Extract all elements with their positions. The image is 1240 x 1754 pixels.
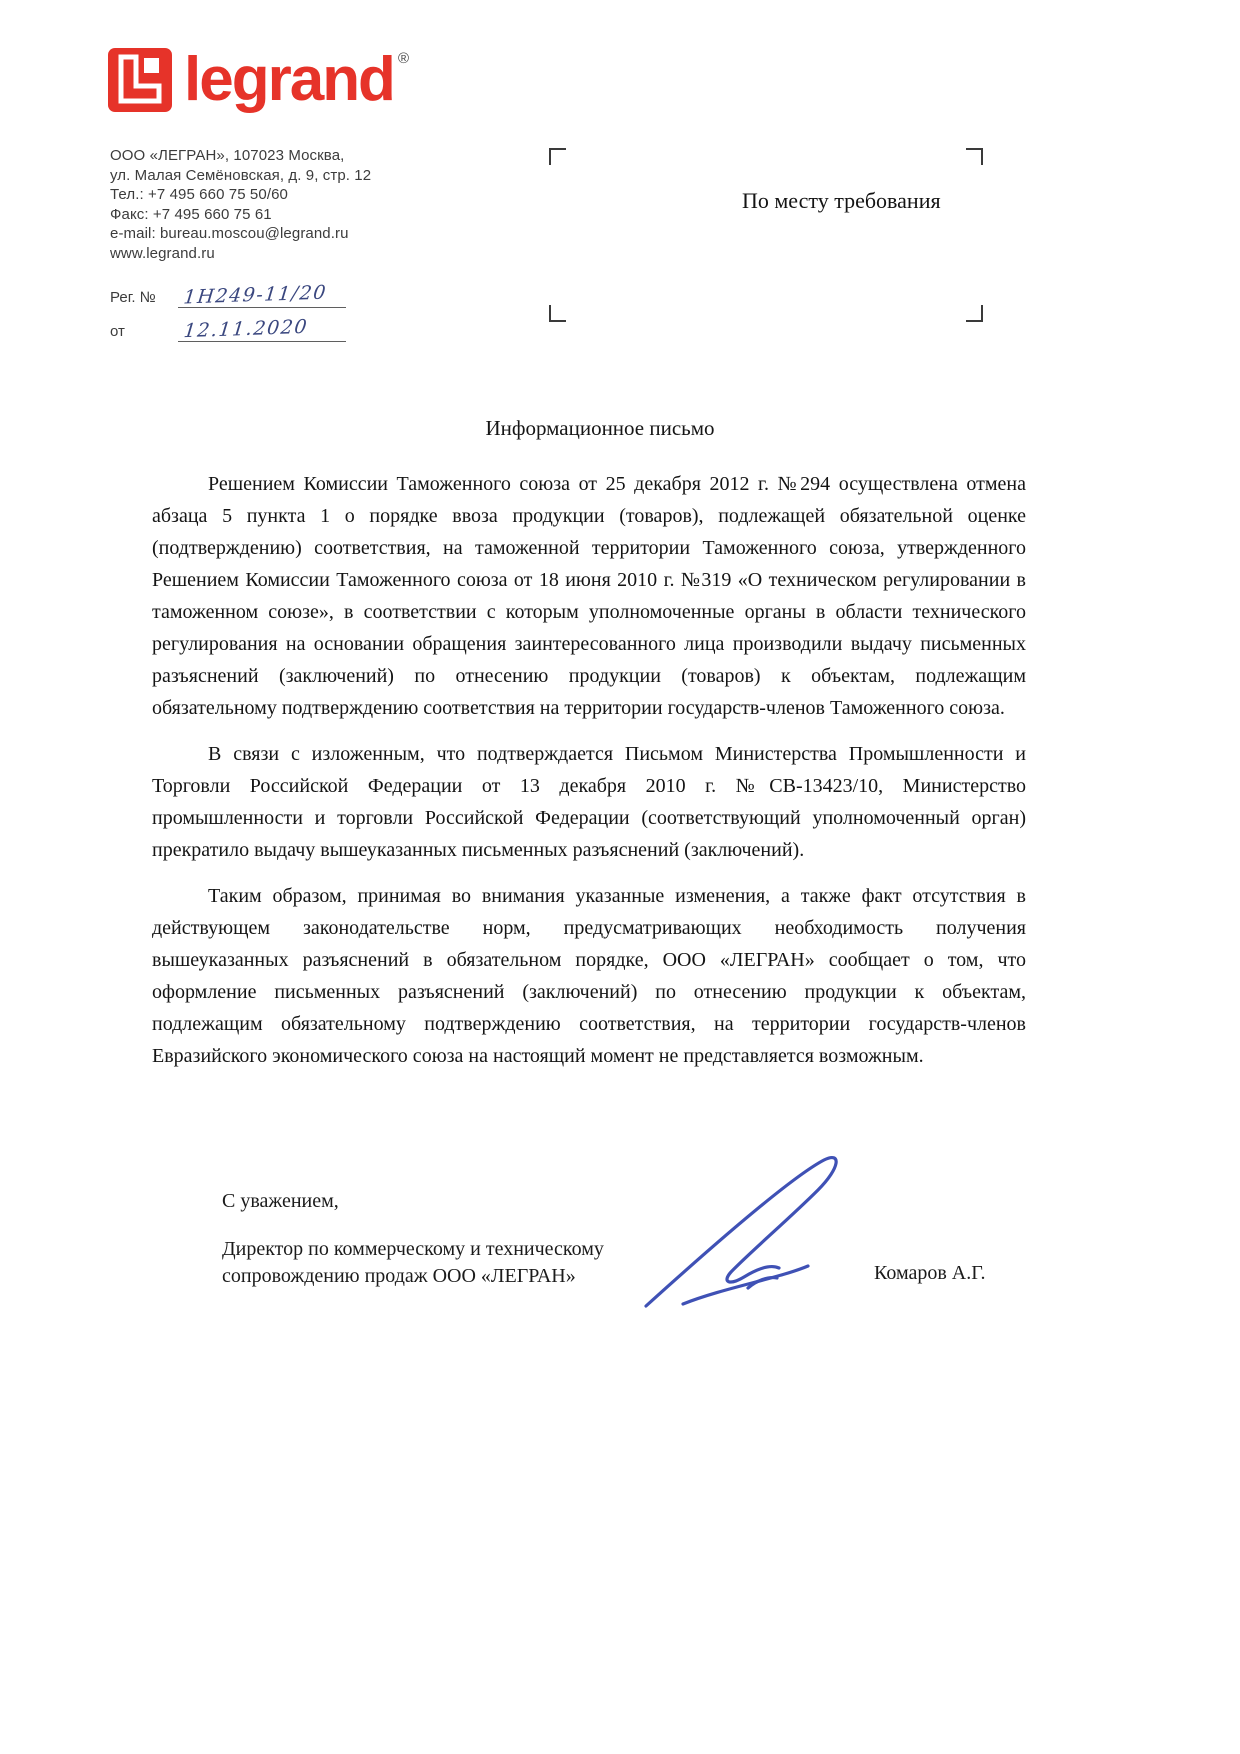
signature-icon bbox=[628, 1138, 878, 1323]
sender-line: Факс: +7 495 660 75 61 bbox=[110, 205, 272, 223]
corner-mark-top-right-icon bbox=[966, 148, 983, 165]
legrand-wordmark: legrand bbox=[184, 45, 394, 114]
letter-paragraph: Решением Комиссии Таможенного союза от 25 декабря 2012 г. №294 осуществлена отмена абзаца 5 пункта 1 о порядке ввоза продукции (товаров), подлежащей обязательной оценке (подтверждению) соответствия, на таможенной территории Таможенного союза, утвержденного Решением Комиссии Таможенного союза от 18 июня 2010 г. №319 «О техническом регулировании в таможенном союзе», в соответствии с которым уполномоченные органы в области технического регулирования на основании обращения заинтересованного лица производили выдачу письменных разъяснений (заключений) по отнесению продукции (товаров) к объектам, подлежащим обязательному подтверждению соответствия на территории государств-членов Таможенного союза. bbox=[152, 473, 1026, 719]
registered-trademark-icon: ® bbox=[397, 50, 409, 67]
corner-mark-bottom-right-icon bbox=[966, 305, 983, 322]
registration-date-row bbox=[110, 315, 346, 343]
sender-line: Тел.: +7 495 660 75 50/60 bbox=[110, 186, 288, 203]
sender-info bbox=[110, 146, 371, 263]
corner-mark-top-left-icon bbox=[549, 148, 566, 165]
letter-paragraph: В связи с изложенным, что подтверждается Письмом Министерства Промышленности и Торговли Российской Федерации от 13 декабря 2010 г. №СВ-13423/10, Министерство промышленности и торговли Российской Федерации (соответствующий уполномоченный орган) прекратило выдачу вышеуказанных письменных разъяснений (заключений). bbox=[152, 743, 1026, 861]
reg-number-field bbox=[178, 281, 346, 309]
legrand-logo bbox=[108, 45, 409, 114]
signer-name: Комаров А.Г. bbox=[874, 1262, 986, 1284]
reg-date-handwritten-value: 12.11.2020 bbox=[182, 315, 310, 343]
recipient-text: По месту требования bbox=[742, 188, 941, 213]
signer-position: Директор по коммерческому и техническому сопровождению продаж ООО «ЛЕГРАН» bbox=[222, 1238, 604, 1287]
letter-paragraph: Таким образом, принимая во внимания указанные изменения, а также факт отсутствия в действующем законодательстве норм, предусматривающих необходимость получения вышеуказанных разъяснений в обязательном порядке, ООО «ЛЕГРАН» сообщает о том, что оформление письменных разъяснений (заключений) по отнесению продукции к объектам, подлежащим обязательному подтверждению соответствия, на территории государств-членов Евразийского экономического союза на настоящий момент не представляется возможным. bbox=[152, 885, 1026, 1067]
salutation: С уважением, bbox=[222, 1190, 339, 1212]
sender-line: ул. Малая Семёновская, д. 9, стр. 12 bbox=[110, 166, 372, 184]
letter-title: Информационное письмо bbox=[485, 416, 715, 440]
reg-date-label: от bbox=[110, 323, 125, 340]
reg-number-handwritten-value: 1Н249-11/20 bbox=[182, 281, 329, 309]
reg-number-label: Рег. № bbox=[110, 289, 156, 306]
sender-line: ООО «ЛЕГРАН», 107023 Москва, bbox=[110, 147, 345, 164]
reg-date-field bbox=[178, 315, 346, 343]
letter-body bbox=[152, 468, 1026, 1086]
legrand-logo-mark-icon bbox=[108, 48, 172, 112]
sender-line: e-mail: bureau.moscou@legrand.ru bbox=[110, 225, 349, 242]
corner-mark-bottom-left-icon bbox=[549, 305, 566, 322]
address-window bbox=[549, 148, 983, 322]
registration-number-row bbox=[110, 281, 346, 309]
sender-line: www.legrand.ru bbox=[110, 244, 215, 262]
